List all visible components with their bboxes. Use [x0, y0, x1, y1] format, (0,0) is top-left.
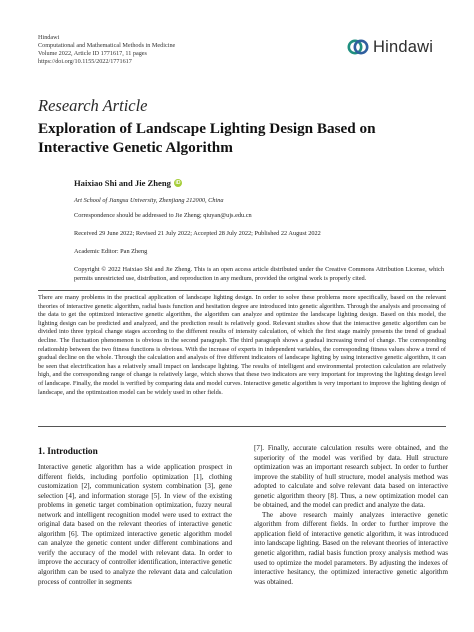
journal-doi[interactable]: https://doi.org/10.1155/2022/1771617 [38, 58, 132, 65]
introduction-right-column [254, 444, 448, 587]
introduction-left-column [38, 463, 232, 587]
article-title: Exploration of Landscape Lighting Design Based on Interactive Genetic Algorithm [38, 120, 376, 156]
author-names: Haixiao Shi and Jie Zheng [74, 178, 171, 188]
journal-name: Computational and Mathematical Methods in Medicine [38, 42, 176, 49]
abstract: There are many problems in the practical application of landscape lighting design. In order to solve these problems more specifically, based on the relevant theories of interactive genetic algorithm, radial basis function and hesitation degree are introduced into genetic algorithm. Through the analysis and processing of the data to get the optimized interactive genetic algorithm, the algorithm can analyze and optimize the landscape lighting design. Based on this model, the lighting design can be predicted and analyzed, and the prediction result is relatively good. Relevant studies show that the interactive genetic algorithm can be divided into three typical change stages according to the different results of intensity calculation, of which the first stage mainly presents the trend of gradual decline. The fluctuation phenomenon is obvious in the second paragraph. The third paragraph shows a gradual increasing trend of change. The corresponding relationship between the two fitness functions is obvious. With the increase of experts in independent variables, the corresponding fitness values show a trend of gradual decline on the whole. Through the calculation and analysis of five different indicators of landscape lighting by using interactive genetic algorithm, it can be seen that electrification has a relatively small impact on landscape lighting. The results of intelligent and environmental protection calculation are relatively high, and the corresponding range of change is relatively large, which shows that these two indicators are very important for improving the lighting design level of landscape. Finally, the model is verified by comparing data and model curves. Interactive genetic algorithm is very important to improve the lighting design of landscape, and the optimization model can be widely used in other fields. [38, 294, 446, 396]
logo-text: Hindawi [373, 37, 434, 56]
author-line [74, 178, 182, 188]
correspondence: Correspondence should be addressed to Jie Zheng; qiuyan@ujs.edu.cn [74, 212, 252, 219]
abstract-top-rule [38, 290, 446, 291]
academic-editor: Academic Editor: Pan Zheng [74, 248, 148, 255]
intro-paragraph: Interactive genetic algorithm has a wide application prospect in different fields, including portfolio optimization [1], clothing customization [2], communication system combination [3], gene selection [4], and information storage [5]. In view of the existing problems in genetic target combination optimization, fuzzy neural network and intelligent recognition model were used to extract the original data based on the relevant theories of interactive genetic algorithm [6]. The optimized interactive genetic algorithm model can analyze the genetic content under different combinations and verify the accuracy of the model with relevant data. In order to improve the accuracy of controller identification, interactive genetic algorithm can be used to analyze the relevant data and calculation process of controller in segments [38, 463, 232, 586]
affiliation: Art School of Jiangsu University, Zhenjiang 212000, China [74, 197, 224, 204]
journal-publisher: Hindawi [38, 34, 60, 41]
journal-info [38, 34, 175, 66]
intro-paragraph: The above research mainly analyzes interactive genetic algorithm from different fields. In order to further improve the application field of interactive genetic algorithm, it was introduced into landscape lighting. Based on the relevant theories of interactive genetic algorithm, radial basis function proxy analysis method was used to optimize the model parameters. By adjusting the indexes of interactive hesitancy, the optimized interactive genetic algorithm was obtained. [254, 510, 448, 586]
abstract-bottom-rule [38, 426, 446, 427]
section-heading-introduction: 1. Introduction [38, 447, 98, 457]
intro-paragraph: [7]. Finally, accurate calculation results were obtained, and the superiority of the model was verified by data. Hull structure optimization was an important research subject. In order to further improve the stability of hull structure, model analysis method was adopted to calculate and solve relevant data based on interactive genetic algorithm theory [8]. Thus, a new optimization model can be obtained, and the model can predict and analyze the data. [254, 444, 448, 510]
article-type: Research Article [38, 96, 148, 115]
hindawi-logo[interactable] [347, 37, 433, 57]
copyright-notice: Copyright © 2022 Haixiao Shi and Jie Zheng. This is an open access article distributed under the Creative Commons Attribution License, which permits unrestricted use, distribution, and reproduction in any medium, provided the original work is properly cited. [74, 266, 444, 282]
orcid-icon[interactable]: iD [175, 180, 181, 186]
journal-volume: Volume 2022, Article ID 1771617, 11 pages [38, 50, 147, 57]
article-dates: Received 29 June 2022; Revised 21 July 2022; Accepted 28 July 2022; Published 22 August 2022 [74, 230, 321, 237]
hindawi-logo-icon [347, 37, 369, 57]
